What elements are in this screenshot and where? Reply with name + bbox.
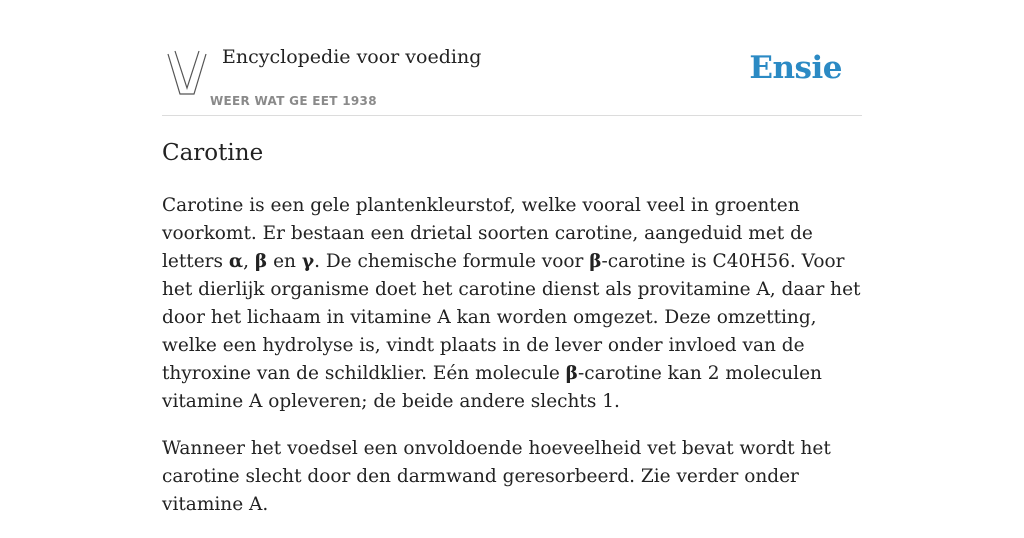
greek-alpha: α (228, 251, 244, 272)
greek-beta: β (565, 363, 578, 384)
text-segment: . (262, 494, 269, 515)
site-subtitle: WEER WAT GE EET 1938 (210, 94, 377, 108)
site-title[interactable]: Encyclopedie voor voeding (222, 46, 482, 68)
article-paragraph (162, 435, 862, 519)
greek-gamma: γ (301, 251, 315, 272)
greek-beta: β (254, 251, 268, 272)
article-body (162, 192, 862, 538)
article-title: Carotine (162, 140, 264, 166)
text-segment: -carotine is C40H56. Voor het dierlijk organisme doet het carotine dienst als provitamine A, daar het door het lichaam in vitamine A kan worden omgezet. Deze omzetting, welke een hydrolyse is, vindt plaats in de lever onder invloed van de thyroxine van de schildklier. Eén molecule (162, 251, 861, 384)
text-segment: Wanneer het voedsel een onvoldoende hoeveelheid vet bevat wordt het carotine slecht door den darmwand geresorbeerd. Zie verder onder (162, 438, 831, 487)
text-segment: -carotine kan 2 moleculen vitamine A opleveren; de beide andere slechts 1. (162, 363, 822, 412)
article-paragraph (162, 192, 862, 416)
text-segment: Carotine is een gele plantenkleurstof, welke vooral veel in groenten voorkomt. Er bestaan een drietal soorten carotine, aangeduid met de letters (162, 195, 813, 272)
text-segment: . De chemische formule voor (314, 251, 590, 272)
greek-beta: β (589, 251, 602, 272)
v-logo-icon[interactable] (166, 48, 208, 96)
text-segment: , (243, 251, 255, 272)
ensie-logo[interactable]: Ensie (749, 50, 842, 86)
text-segment: en (267, 251, 302, 272)
site-header (162, 40, 862, 116)
vitamine-a-link[interactable]: vitamine A (162, 494, 263, 515)
